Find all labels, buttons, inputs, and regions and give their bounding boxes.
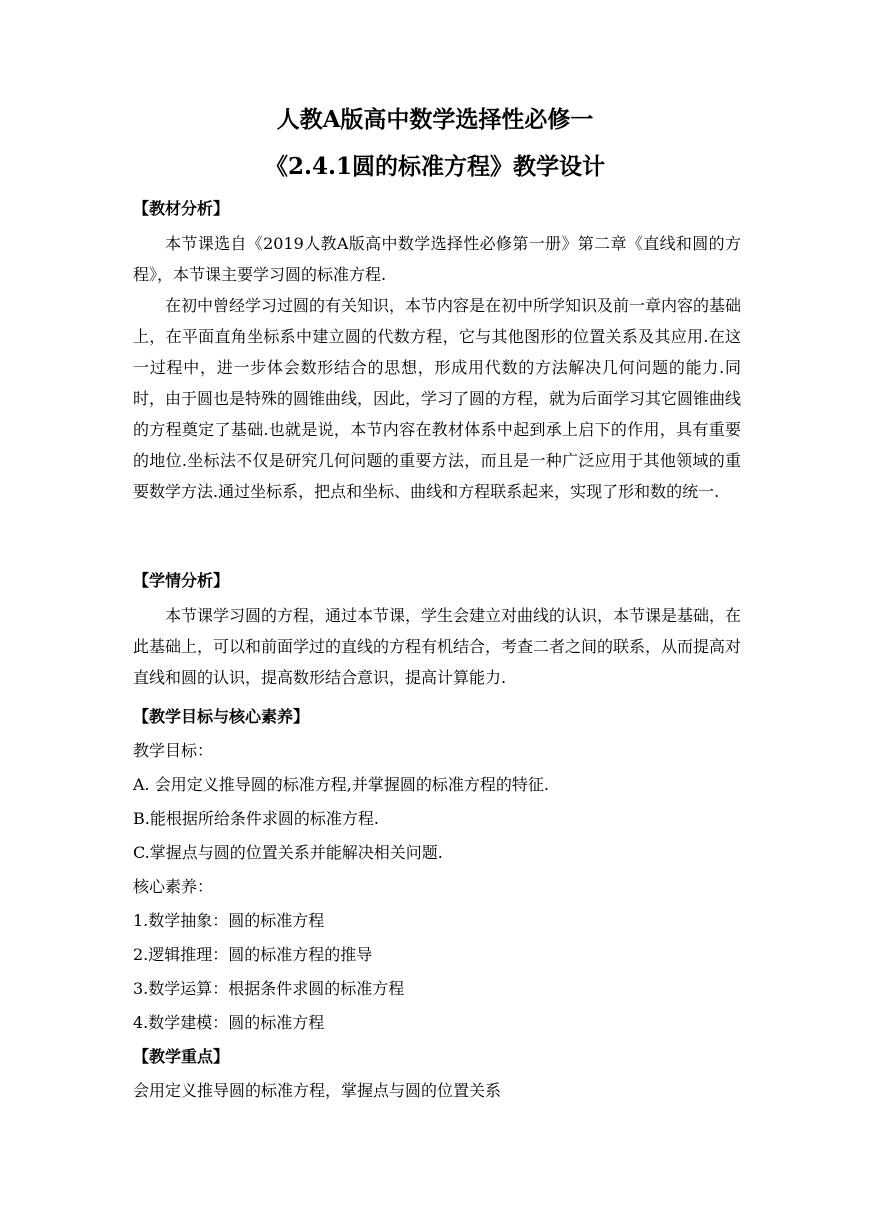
core-item-3: 3.数学运算：根据条件求圆的标准方程 [133,979,405,998]
paragraph-textbook-intro: 本节课选自《2019人教A版高中数学选择性必修第一册》第二章《直线和圆的方程》，本节课主要学习圆的标准方程. [133,234,741,284]
heading-student-analysis: 【学情分析】 [133,571,230,590]
heading-textbook-analysis: 【教材分析】 [133,199,230,218]
document-subtitle: 《2.4.1圆的标准方程》教学设计 [264,153,606,180]
core-item-1: 1.数学抽象：圆的标准方程 [133,911,325,930]
goal-item-b: B.能根据所给条件求圆的标准方程. [133,809,379,828]
label-teaching-goals: 教学目标： [133,741,214,760]
heading-teaching-goals: 【教学目标与核心素养】 [133,707,310,726]
heading-key-points: 【教学重点】 [133,1047,230,1066]
paragraph-textbook-detail: 在初中曾经学习过圆的有关知识，本节内容是在初中所学知识及前一章内容的基础上，在平面直角坐标系中建立圆的代数方程，它与其他图形的位置关系及其应用.在这一过程中，进一步体会数形结合的思想，形成用代数的方法解决几何问题的能力.同时，由于圆也是特殊的圆锥曲线，因此，学习了圆的方程，就为后面学习其它圆锥曲线的方程奠定了基础.也就是说，本节内容在教材体系中起到承上启下的作用，具有重要的地位.坐标法不仅是研究几何问题的重要方法，而且是一种广泛应用于其他领域的重要数学方法.通过坐标系，把点和坐标、曲线和方程联系起来，实现了形和数的统一. [133,296,742,501]
core-item-2: 2.逻辑推理：圆的标准方程的推导 [133,945,373,964]
core-item-4: 4.数学建模：圆的标准方程 [133,1013,325,1032]
goal-item-c: C.掌握点与圆的位置关系并能解决相关问题. [133,843,443,862]
goal-item-a: A. 会用定义推导圆的标准方程,并掌握圆的标准方程的特征. [133,775,549,794]
paragraph-student-analysis: 本节课学习圆的方程，通过本节课，学生会建立对曲线的认识，本节课是基础，在此基础上，可以和前面学过的直线的方程有机结合，考查二者之间的联系，从而提高对直线和圆的认识，提高数形结合意识，提高计算能力. [133,606,742,687]
label-core-literacy: 核心素养： [133,877,214,896]
document-title: 人教A版高中数学选择性必修一 [276,106,594,133]
key-points-text: 会用定义推导圆的标准方程，掌握点与圆的位置关系 [133,1081,502,1100]
